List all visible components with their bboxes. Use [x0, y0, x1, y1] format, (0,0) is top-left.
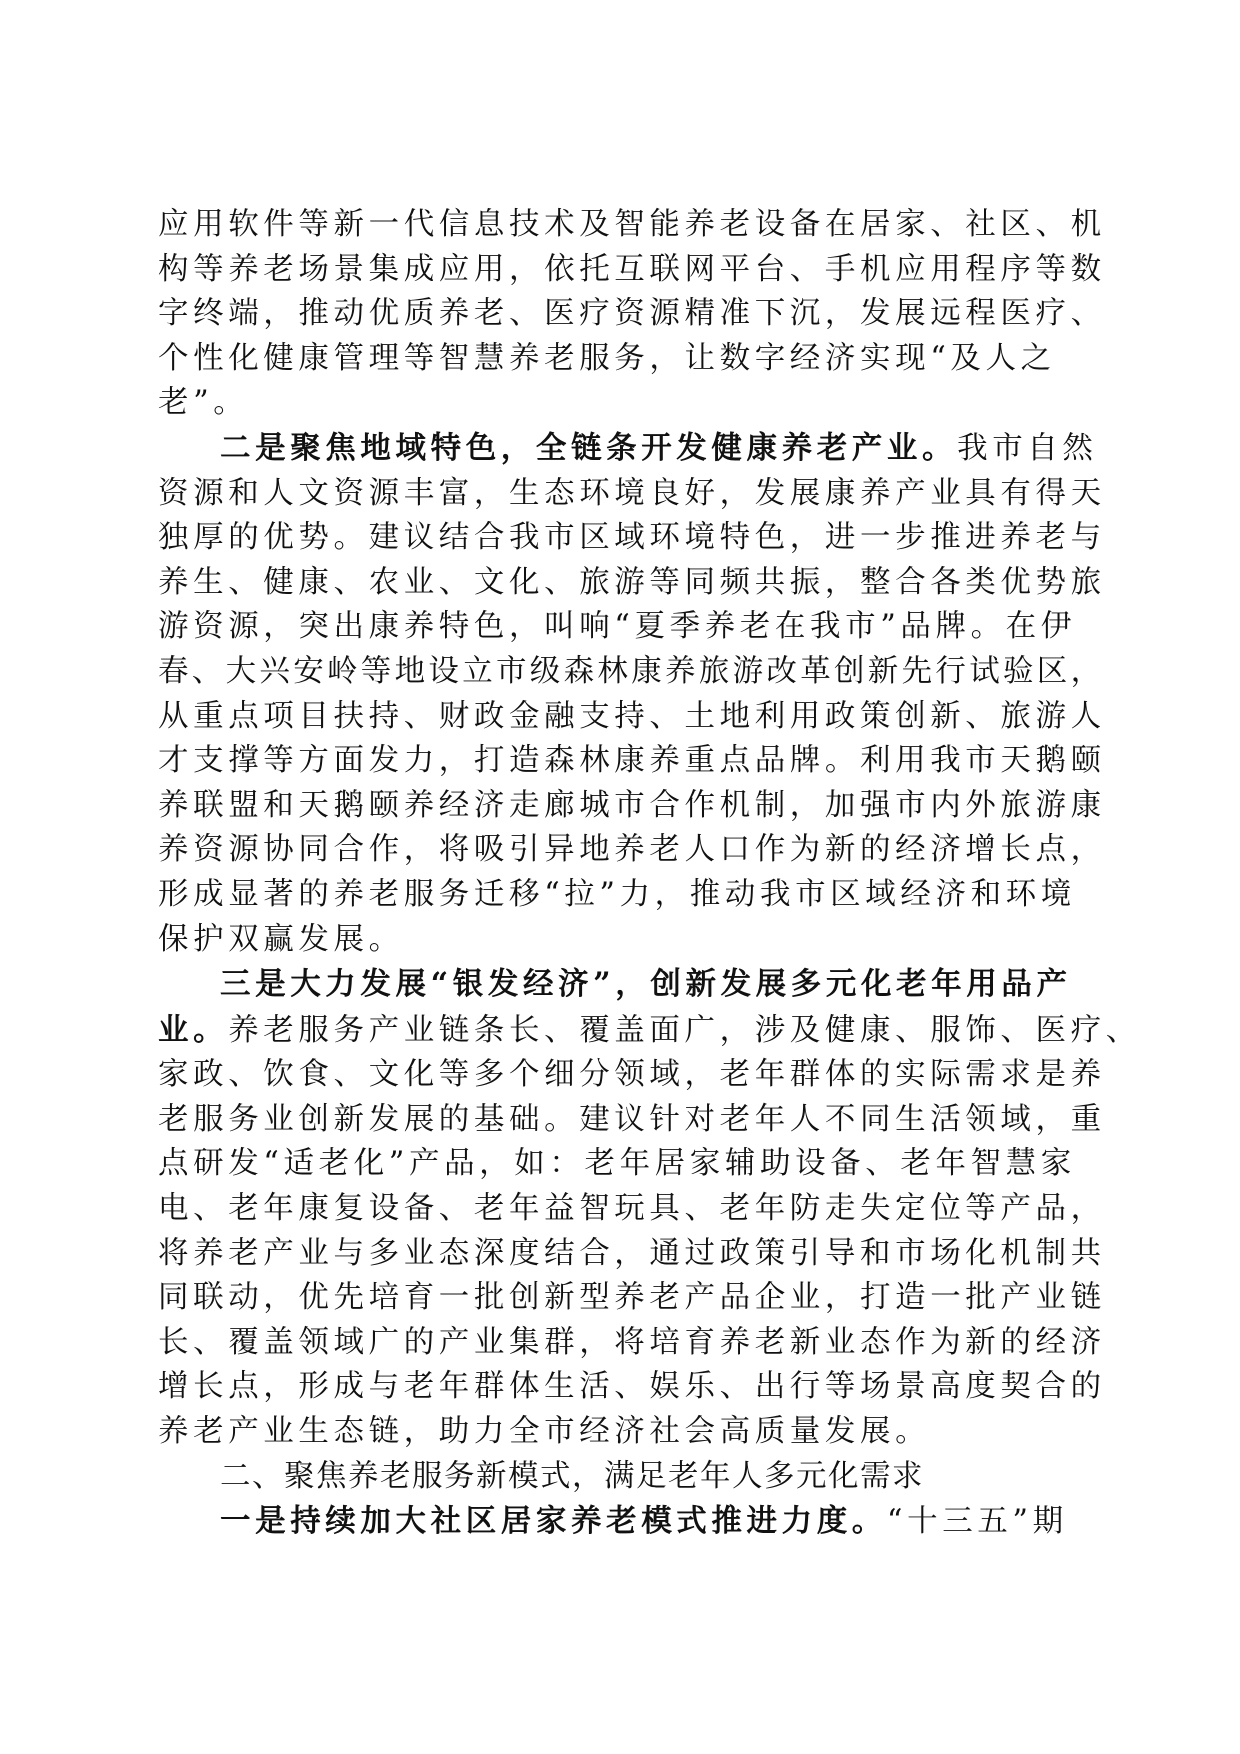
text-run: 养老产业生态链，助力全市经济社会高质量发展。 [158, 1414, 931, 1450]
text-run: 点研发“适老化”产品，如：老年居家辅助设备、老年智慧家 [158, 1146, 1076, 1182]
text-run: 老”。 [158, 385, 249, 421]
paragraph-community-home-care [158, 1499, 1078, 1545]
text-line [158, 1410, 1078, 1455]
text-line [158, 1365, 1106, 1410]
text-line [158, 516, 1106, 561]
text-run: 春、大兴安岭等地设立市级森林康养旅游改革创新先行试验区， [158, 653, 1105, 689]
text-line [158, 605, 1078, 650]
text-line [158, 1321, 1106, 1366]
paragraph-heading-bold: 业。 [158, 1011, 229, 1048]
text-run: 资源和人文资源丰富，生态环境良好，发展康养产业具有得天 [158, 475, 1106, 511]
text-line [158, 203, 1106, 248]
text-line [158, 784, 1106, 829]
text-line [158, 739, 1106, 784]
text-run: “十三五”期 [886, 1504, 1068, 1540]
text-run: 养生、健康、农业、文化、旅游等同频共振，整合各类优势旅 [158, 564, 1106, 600]
text-line [158, 1098, 1106, 1143]
text-run: 构等养老场景集成应用，依托互联网平台、手机应用程序等数 [158, 251, 1106, 287]
text-run: 增长点，形成与老年群体生活、娱乐、出行等场景高度契合的 [158, 1369, 1106, 1405]
paragraph-heading-bold: 三是大力发展“银发经济”，创新发展多元化老年用品产 [220, 966, 1072, 1003]
text-run: 将养老产业与多业态深度结合，通过政策引导和市场化机制共 [158, 1235, 1106, 1271]
text-run: 形成显著的养老服务迁移“拉”力，推动我市区域经济和环境 [158, 876, 1076, 912]
text-run: 养联盟和天鹅颐养经济走廊城市合作机制，加强市内外旅游康 [158, 787, 1106, 823]
text-run: 个性化健康管理等智慧养老服务，让数字经济实现“及人之 [158, 340, 1056, 376]
text-line [158, 1455, 1078, 1500]
paragraph-regional-health-industry [158, 426, 1106, 962]
paragraph-silver-economy [158, 962, 1141, 1455]
text-line [158, 918, 1078, 963]
text-run: 养资源协同合作，将吸引异地养老人口作为新的经济增长点， [158, 832, 1106, 868]
document-body [158, 203, 1141, 1545]
text-line [158, 1232, 1106, 1277]
text-run: 养老服务产业链条长、覆盖面广，涉及健康、服饰、医疗、 [228, 1012, 1141, 1048]
text-run: 保护双赢发展。 [158, 921, 404, 957]
text-run: 家政、饮食、文化等多个细分领域，老年群体的实际需求是养 [158, 1057, 1106, 1093]
text-line [158, 292, 1106, 337]
paragraph-smart-elderly-care [158, 203, 1106, 426]
text-line [158, 426, 1098, 472]
text-line [158, 1053, 1106, 1098]
text-run: 才支撑等方面发力，打造森林康养重点品牌。利用我市天鹅颐 [158, 743, 1106, 779]
text-line [158, 381, 1078, 426]
text-run: 应用软件等新一代信息技术及智能养老设备在居家、社区、机 [158, 207, 1106, 242]
text-line [158, 828, 1106, 873]
text-run: 我市自然 [957, 430, 1098, 466]
paragraph-heading-bold: 一是持续加大社区居家养老模式推进力度。 [220, 1503, 887, 1540]
paragraph-heading-bold: 二是聚焦地域特色，全链条开发健康养老产业。 [220, 429, 958, 466]
section-heading-new-service-models [158, 1455, 1078, 1500]
text-run: 电、老年康复设备、老年益智玩具、老年防走失定位等产品， [158, 1191, 1106, 1227]
text-line [158, 1008, 1141, 1054]
text-line [158, 650, 1105, 695]
text-line [158, 1276, 1106, 1321]
text-run: 独厚的优势。建议结合我市区域环境特色，进一步推进养老与 [158, 520, 1106, 556]
text-run: 同联动，优先培育一批创新型养老产品企业，打造一批产业链 [158, 1280, 1106, 1316]
text-line [158, 337, 1078, 382]
text-run: 从重点项目扶持、财政金融支持、土地利用政策创新、旅游人 [158, 698, 1106, 734]
text-run: 老服务业创新发展的基础。建议针对老年人不同生活领域，重 [158, 1101, 1106, 1137]
text-run: 游资源，突出康养特色，叫响“夏季养老在我市”品牌。在伊 [158, 609, 1076, 645]
text-line [158, 962, 1078, 1008]
text-line [158, 873, 1078, 918]
text-line [158, 1142, 1078, 1187]
text-line [158, 561, 1106, 606]
text-run: 长、覆盖领域广的产业集群，将培育养老新业态作为新的经济 [158, 1324, 1106, 1360]
text-line [158, 248, 1106, 293]
section-heading: 二、聚焦养老服务新模式，满足老年人多元化需求 [220, 1458, 924, 1494]
text-line [158, 695, 1106, 740]
text-line [158, 1499, 1078, 1545]
text-line [158, 1187, 1106, 1232]
text-line [158, 472, 1106, 517]
text-run: 字终端，推动优质养老、医疗资源精准下沉，发展远程医疗、 [158, 296, 1106, 332]
